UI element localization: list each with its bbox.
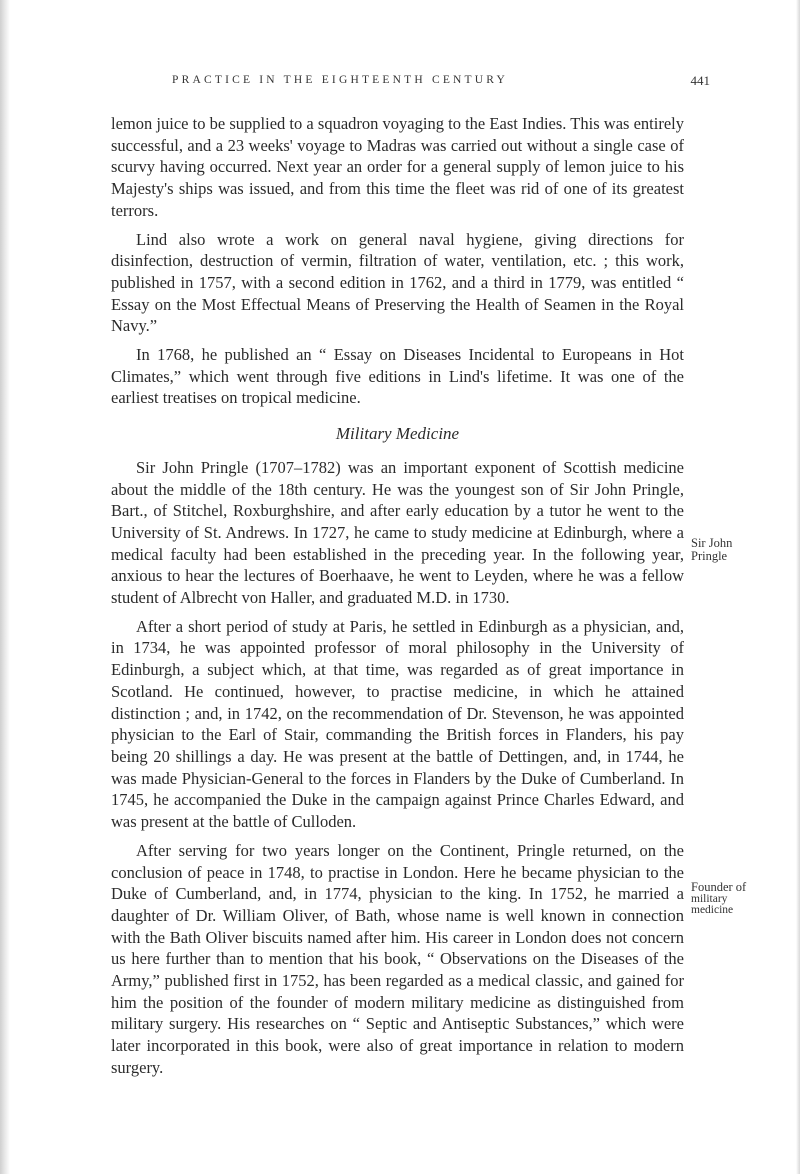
- page-number: 441: [690, 73, 710, 88]
- sidenote-founder-of-military-medicine: [691, 881, 791, 916]
- paragraph: Sir John Pringle (1707–1782) was an important exponent of Scottish medicine about the middle of the 18th century. He was the youngest son of Sir John Pringle, Bart., of Stitchel, Roxburghshire, and after early education by a tutor he went to the University of St. Andrews. In 1727, he came to study medicine at Edinburgh, where a medical faculty had been established in the preceding year. In the following year, anxious to hear the lectures of Boerhaave, he went to Leyden, where he was a fellow student of Albrecht von Haller, and graduated M.D. in 1730.: [111, 457, 684, 608]
- page-edge-shadow-right: [796, 0, 800, 1174]
- paragraph: lemon juice to be supplied to a squadron voyaging to the East Indies. This was entirely successful, and a 23 weeks' voyage to Madras was carried out without a single case of scurvy having occurred. Next year an order for a general supply of lemon juice to his Majesty's ships was issued, and from this time the fleet was rid of one of its greatest terrors.: [111, 114, 684, 220]
- page-edge-shadow-left: [0, 0, 10, 1174]
- page-header: [110, 74, 710, 94]
- running-head: PRACTICE IN THE EIGHTEENTH CENTURY: [172, 74, 509, 86]
- section-heading: Military Medicine: [335, 424, 460, 444]
- sidenote-line: military: [691, 893, 728, 905]
- paragraph: Lind also wrote a work on general naval hygiene, giving directions for disinfection, destruction of vermin, filtration of water, ventilation, etc. ; this work, published in 1757, with a second edition in 1762, and a third in 1779, was entitled “ Essay on the Most Effectual Means of Preserving the Health of Seamen in the Royal Navy.”: [111, 229, 684, 336]
- paragraph: After serving for two years longer on the Continent, Pringle returned, on the conclusion of peace in 1748, to practise in London. Here he became physician to the Duke of Cumberland, and, in 1774, physician to the king. In 1752, he married a daughter of Dr. William Oliver, of Bath, whose name is well known in connection with the Bath Oliver biscuits named after him. His career in London does not concern us here further than to mention that his book, “ Observations on the Diseases of the Army,” published first in 1752, has been regarded as a medical classic, and gained for him the position of the founder of modern military medicine as distinguished from military surgery. His researches on “ Septic and Antiseptic Substances,” which were later incorporated in this book, were also of great importance in relation to modern surgery.: [111, 840, 684, 1077]
- main-text-column: [111, 113, 684, 1086]
- paragraph: After a short period of study at Paris, he settled in Edinburgh as a physician, and, in 1734, he was appointed professor of moral philosophy in the University of Edinburgh, a subject which, at that time, was regarded as of great importance in Scotland. He continued, however, to practise medicine, in which he attained distinction ; and, in 1742, on the recommendation of Dr. Stevenson, he was appointed physician to the Earl of Stair, commanding the British forces in Flanders, his pay being 20 shillings a day. He was present at the battle of Dettingen, and, in 1744, he was made Physician-General to the forces in Flanders by the Duke of Cumberland. In 1745, he accompanied the Duke in the campaign against Prince Charles Edward, and was present at the battle of Culloden.: [111, 616, 684, 832]
- sidenote-sir-john-pringle: [691, 537, 791, 563]
- sidenote-line: Sir John: [691, 536, 733, 550]
- sidenote-line: Founder of: [691, 880, 747, 894]
- paragraph: In 1768, he published an “ Essay on Diseases Incidental to Europeans in Hot Climates,” which went through five editions in Lind's lifetime. It was one of the earliest treatises on tropical medicine.: [111, 345, 684, 408]
- sidenote-line: Pringle: [691, 549, 728, 563]
- sidenote-line: medicine: [691, 904, 734, 916]
